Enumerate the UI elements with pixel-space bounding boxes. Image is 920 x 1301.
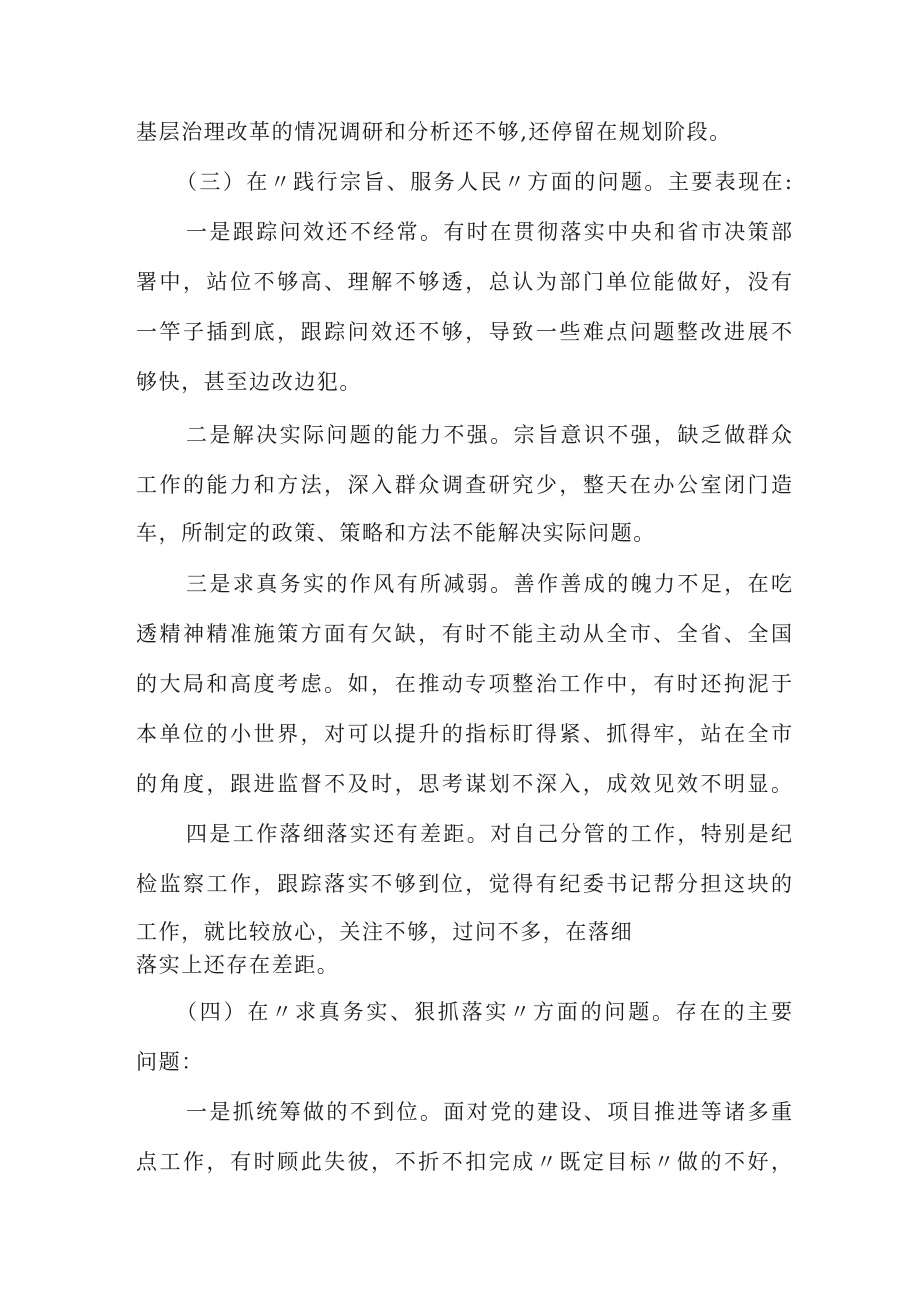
section-heading-4: （四）在〃求真务实、狠抓落实〃方面的问题。存在的主要 [176,1000,792,1024]
text-line-11: 透精神精准施策方面有欠缺，有时不能主动从全市、全省、全国 [136,622,792,646]
text-line-3: 一是跟踪问效还不经常。有时在贯彻落实中央和省市决策部 [186,220,792,244]
text-line-21: 一是抓统筹做的不到位。面对党的建设、项目推进等诸多重 [186,1100,792,1124]
text-line-1: 基层治理改革的情况调研和分析还不够,还停留在规划阶段。 [136,120,732,144]
text-line-12: 的大局和高度考虑。如，在推动专项整治工作中，有时还拘泥于 [136,672,792,696]
text-line-7: 二是解决实际问题的能力不强。宗旨意识不强，缺乏做群众 [186,423,792,447]
text-line-17: 工作，就比较放心，关注不够，过问不多，在落细 [136,920,634,944]
text-line-14: 的角度，跟进监督不及时，思考谋划不深入，成效见效不明显。 [136,772,792,796]
section-heading-3: （三）在〃践行宗旨、服务人民〃方面的问题。主要表现在: [176,170,792,194]
text-line-6: 够快，甚至边改边犯。 [136,370,362,394]
text-line-8: 工作的能力和方法，深入群众调查研究少，整天在办公室闭门造 [136,473,792,497]
text-line-20: 问题： [136,1050,204,1074]
text-line-16: 检监察工作，跟踪落实不够到位，觉得有纪委书记帮分担这块的 [136,872,792,896]
text-line-4: 署中，站位不够高、理解不够透，总认为部门单位能做好，没有 [136,270,792,294]
text-line-18: 落实上还存在差距。 [136,953,340,977]
text-line-9: 车，所制定的政策、策略和方法不能解决实际问题。 [136,521,656,545]
text-line-22: 点工作，有时顾此失彼，不折不扣完成〃既定目标〃做的不好， [136,1150,792,1174]
text-line-13: 本单位的小世界，对可以提升的指标盯得紧、抓得牢，站在全市 [136,722,792,746]
text-line-5: 一竿子插到底，跟踪问效还不够，导致一些难点问题整改进展不 [136,320,792,344]
text-line-10: 三是求真务实的作风有所减弱。善作善成的魄力不足，在吃 [186,572,792,596]
text-line-15: 四是工作落细落实还有差距。对自己分管的工作，特别是纪 [186,822,792,846]
